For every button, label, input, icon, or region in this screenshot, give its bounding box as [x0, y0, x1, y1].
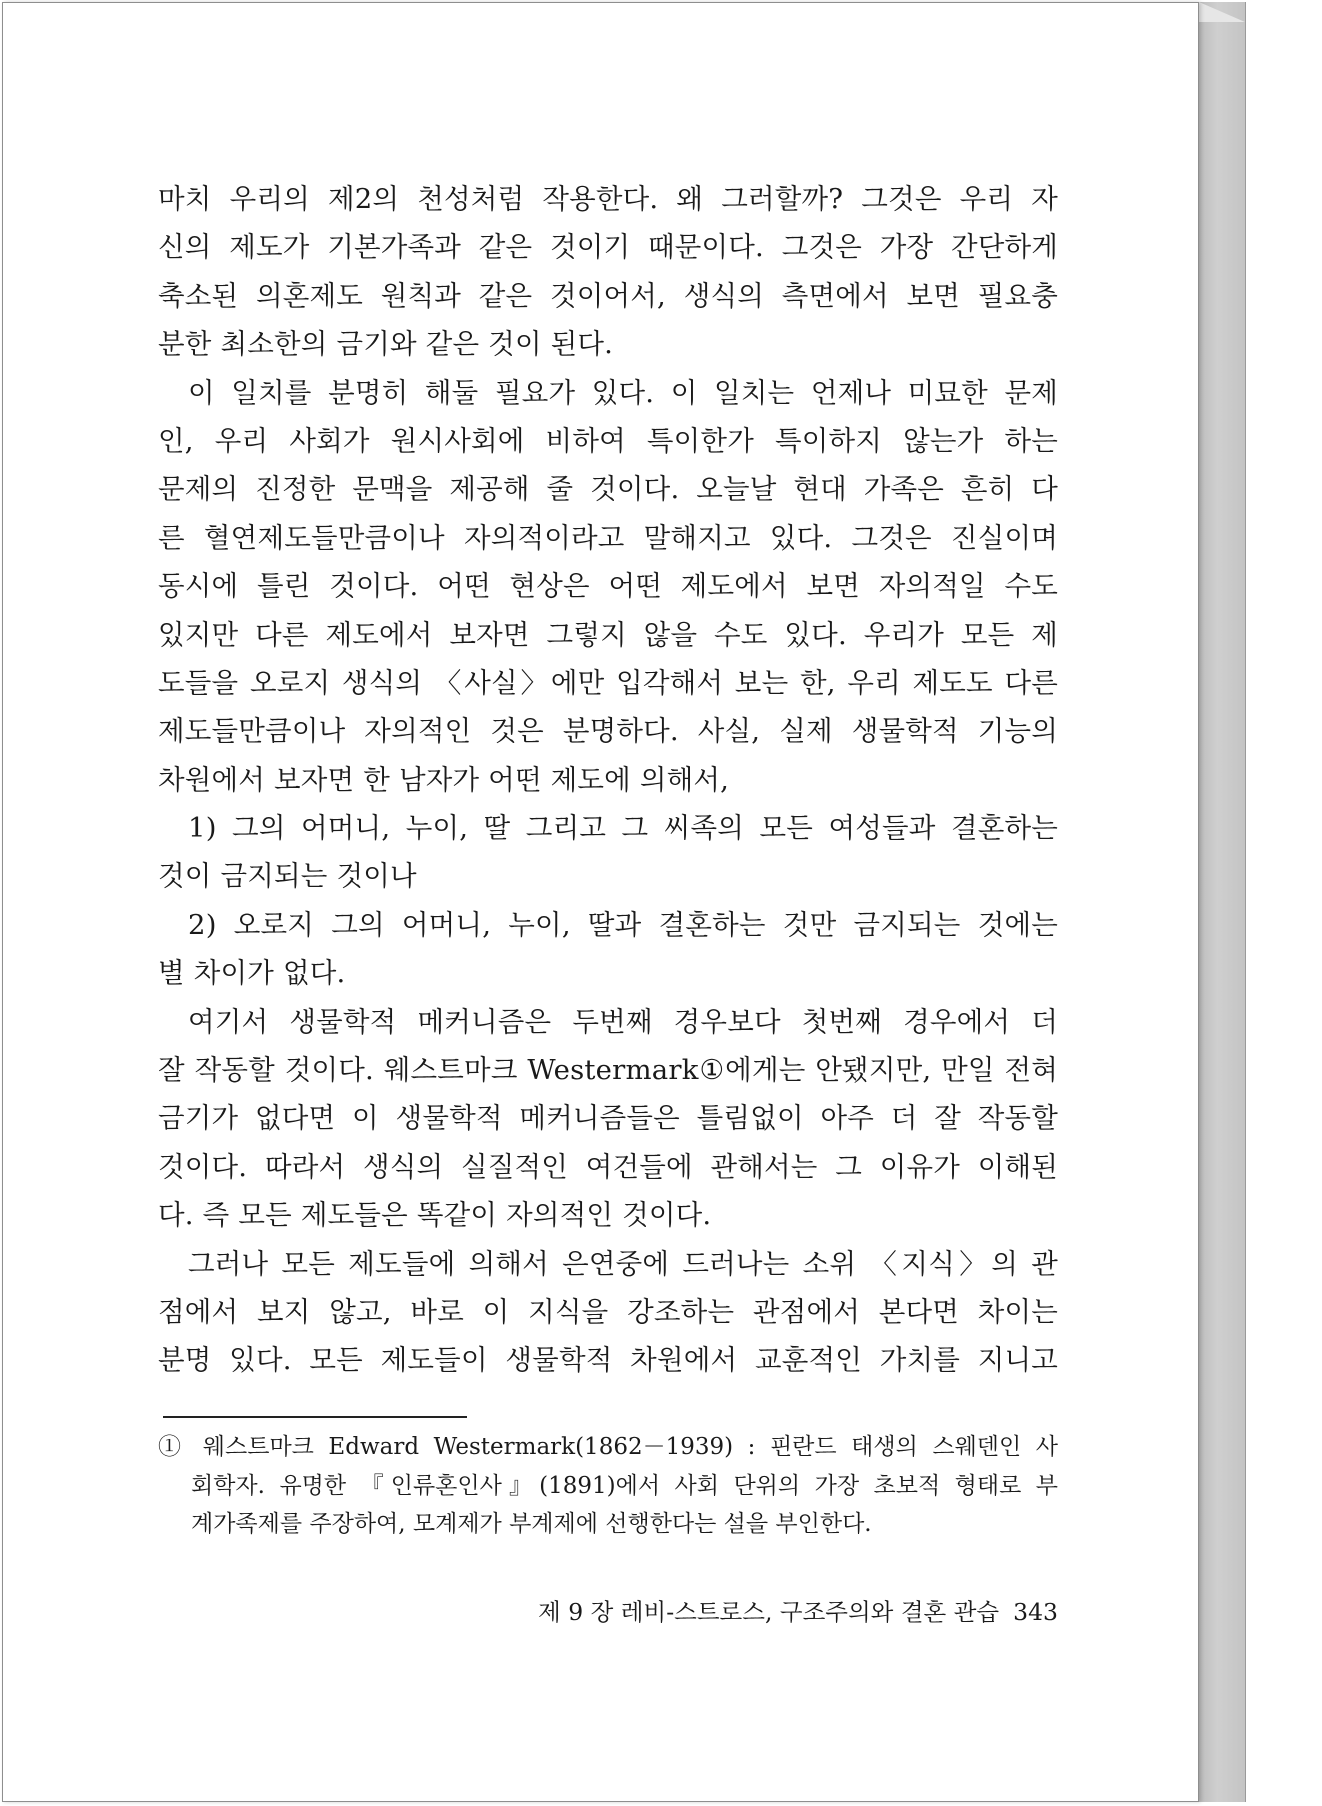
- body-line: 른 혈연제도들만큼이나 자의적이라고 말해지고 있다. 그것은 진실이며: [158, 521, 1058, 554]
- running-footer: [458, 1593, 1058, 1627]
- body-text: [158, 175, 1058, 1385]
- body-line: 그러나 모든 제도들에 의해서 은연중에 드러나는 소위 〈지식〉의 관: [188, 1247, 1058, 1280]
- body-line: 것이다. 따라서 생식의 실질적인 여건들에 관해서는 그 이유가 이해된: [158, 1150, 1058, 1183]
- body-line: 별 차이가 없다.: [158, 957, 346, 990]
- body-line: 제도들만큼이나 자의적인 것은 분명하다. 사실, 실제 생물학적 기능의: [158, 715, 1058, 748]
- body-line: 것이 금지되는 것이나: [158, 860, 417, 893]
- body-line: 차원에서 보자면 한 남자가 어떤 제도에 의해서,: [158, 763, 730, 796]
- body-line: 동시에 틀린 것이다. 어떤 현상은 어떤 제도에서 보면 자의적일 수도: [158, 570, 1058, 603]
- body-line: 2) 오로지 그의 어머니, 누이, 딸과 결혼하는 것만 금지되는 것에는: [188, 908, 1058, 941]
- body-line: 인, 우리 사회가 원시사회에 비하여 특이한가 특이하지 않는가 하는: [158, 424, 1058, 457]
- body-line: 여기서 생물학적 메커니즘은 두번째 경우보다 첫번째 경우에서 더: [188, 1005, 1058, 1038]
- page-number: 343: [1013, 1598, 1058, 1626]
- body-line: 금기가 없다면 이 생물학적 메커니즘들은 틀림없이 아주 더 잘 작동할: [158, 1102, 1058, 1135]
- body-line: 도들을 오로지 생식의 〈사실〉에만 입각해서 보는 한, 우리 제도도 다른: [158, 666, 1058, 699]
- footnote-line: 회학자. 유명한 『인류혼인사』(1891)에서 사회 단위의 가장 초보적 형태로 부: [191, 1472, 1058, 1499]
- book-page: [2, 2, 1199, 1802]
- body-line: 축소된 의혼제도 원칙과 같은 것이어서, 생식의 측면에서 보면 필요충: [158, 279, 1058, 312]
- book-page-edge: [1199, 2, 1246, 1802]
- body-line: 점에서 보지 않고, 바로 이 지식을 강조하는 관점에서 본다면 차이는: [158, 1295, 1058, 1328]
- body-line: 이 일치를 분명히 해둘 필요가 있다. 이 일치는 언제나 미묘한 문제: [188, 376, 1058, 409]
- footnote-line: 계가족제를 주장하여, 모계제가 부계제에 선행한다는 설을 부인한다.: [191, 1511, 872, 1537]
- body-line: 있지만 다른 제도에서 보자면 그렇지 않을 수도 있다. 우리가 모든 제: [158, 618, 1058, 651]
- chapter-title: 제 9 장 레비-스트로스, 구조주의와 결혼 관습: [538, 1598, 1000, 1626]
- body-line: 분한 최소한의 금기와 같은 것이 된다.: [158, 328, 614, 361]
- footnote-line: ① 웨스트마크 Edward Westermark(1862－1939) : 핀란드 태생의 스웨덴인 사: [158, 1434, 1058, 1460]
- body-line: 신의 제도가 기본가족과 같은 것이기 때문이다. 그것은 가장 간단하게: [158, 231, 1058, 264]
- footnotes: [158, 1428, 1058, 1544]
- body-line: 다. 즉 모든 제도들은 똑같이 자의적인 것이다.: [158, 1199, 712, 1232]
- body-line: 문제의 진정한 문맥을 제공해 줄 것이다. 오늘날 현대 가족은 흔히 다: [158, 473, 1058, 506]
- body-line: 분명 있다. 모든 제도들이 생물학적 차원에서 교훈적인 가치를 지니고: [158, 1344, 1058, 1377]
- body-line: 마치 우리의 제2의 천성처럼 작용한다. 왜 그러할까? 그것은 우리 자: [158, 183, 1058, 215]
- body-line: 잘 작동할 것이다. 웨스트마크 Westermark①에게는 안됐지만, 만일 전혀: [158, 1054, 1058, 1087]
- body-line: 1) 그의 어머니, 누이, 딸 그리고 그 씨족의 모든 여성들과 결혼하는: [188, 812, 1058, 845]
- footnote-divider: [163, 1416, 467, 1418]
